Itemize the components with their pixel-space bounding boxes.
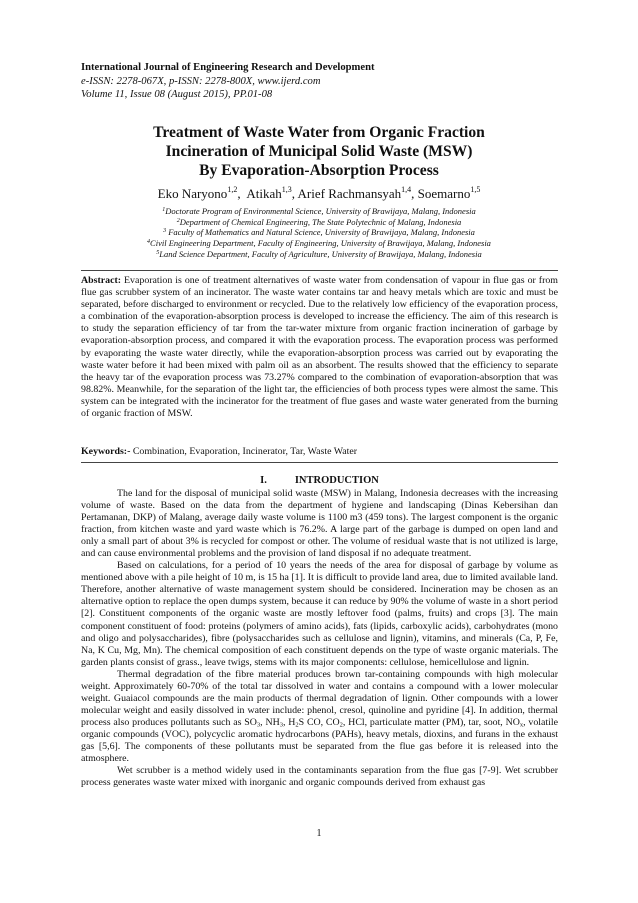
paragraph-segment: , HCl, particulate matter (PM), tar, soot, NO — [342, 716, 520, 728]
abstract-text: Evaporation is one of treatment alternatives of waste water from condensation of vapour in flue gas or from flue gas scrubber system of an incinerator. The waste water contains tar and heavy metals which are toxic and must be separated, before discharged to environment or recycled. Due to the relatively low efficiency of the evaporation process, a combination of the evaporation-absorption process is developed to increase the efficiency. The aim of this research is to study the separation efficiency of tar from the tar-water mixture from organic fraction incineration of garbage by evaporation-absorption process, and compared it with the evaporation process. The evaporation process was performed by evaporating the waste water directly, while the evaporation-absorption process was carried out by evaporating the waste water before it had been mixed with palm oil as an absorbent. The results showed that the efficiency to separate the heavy tar of the evaporation process was 73.27% compared to the combination of evaporation-absorption that was 98.82%. Meanwhile, for the separation of the light tar, the efficiencies of both process types were almost the same. This system can be integrated with the incinerator for the treatment of flue gases and waste water generated from the burning of organic fraction of MSW. — [81, 275, 558, 420]
affiliation-number: 2 — [176, 217, 180, 224]
author-affil-sup: 1,4 — [401, 185, 412, 194]
affiliation — [81, 249, 557, 260]
paragraph: The land for the disposal of municipal solid waste (MSW) in Malang, Indonesia decreases with the increasing volume of waste. Based on the data from the department of hygiene and landscaping (Dinas Kebersihan dan Pertamanan, DKP) of Malang, average daily waste volume is 1100 m3 (459 tons). The largest component is the organic fraction, from kitchen waste and yard waste which is 76.2%. A large part of the garbage is dumped on open land and only a small part of about 3% is recycled for compost or other. The volume of residual waste that is not utilized is large, and can cause environmental problems and the provision of land disposal if no adequate treatment. — [81, 488, 558, 560]
section-title: INTRODUCTION — [294, 475, 379, 486]
section-heading — [81, 474, 558, 487]
author-name: Soemarno — [417, 186, 471, 201]
affiliation-number: 1 — [162, 207, 166, 213]
author-affil-sup: 1,3 — [281, 185, 292, 194]
author-separator: , — [291, 186, 298, 201]
paragraph: Wet scrubber is a method widely used in the contaminants separation from the flue gas [7-9]. Wet scrubber process generates waste water mixed with inorganic and organic compounds derived from exhaust gas — [81, 765, 558, 789]
title-line: By Evaporation-Absorption Process — [199, 161, 439, 179]
subscript: x — [519, 721, 524, 729]
journal-header — [81, 61, 561, 102]
affiliation — [81, 227, 557, 238]
paragraph-segment: , H — [282, 716, 296, 728]
paragraph-segment: Thermal degradation of the fibre material produces brown tar-containing compounds with high molecular weight. Approximately 60-70% of the total tar dissolved in water and contains a compound with a lower molecular weight. Guaiacol compounds are the main products of thermal degradation of lignin. Other compounds with a lower molecular weight and easily dissolved in water include: phenol, cresol, quinoline and pyridine [4]. In addition, thermal process also produces pollutants such as SO — [81, 668, 558, 728]
affiliation — [81, 217, 557, 228]
author-name: Atikah — [246, 186, 282, 201]
keywords-text: Combination, Evaporation, Incinerator, Tar, Waste Water — [130, 446, 358, 457]
title-line: Treatment of Waste Water from Organic Fraction — [153, 124, 485, 141]
subscript: 2 — [295, 721, 299, 729]
affiliation — [81, 238, 557, 249]
author-separator: , — [411, 186, 418, 201]
affiliation-number: 5 — [156, 249, 160, 256]
abstract-label: Abstract: — [81, 275, 122, 286]
subscript: 3 — [256, 721, 261, 729]
affiliation-list — [81, 206, 557, 260]
affiliation-text: Faculty of Mathematics and Natural Science, University of Brawijaya, Malang, Indonesia — [166, 227, 475, 238]
author-separator: , — [237, 186, 247, 201]
affiliation-number: 4 — [147, 239, 151, 246]
keywords — [81, 446, 558, 458]
author-name: Eko Naryono — [157, 186, 228, 201]
affiliation-text: Land Science Department, Faculty of Agriculture, University of Brawijaya, Malang, Indonesia — [159, 248, 482, 259]
subscript: 2 — [339, 721, 343, 729]
author-affil-sup: 1,5 — [470, 185, 481, 194]
paragraph-segment: S CO, CO — [298, 716, 340, 728]
author-affil-sup: 1,2 — [227, 185, 238, 194]
paragraph: Based on calculations, for a period of 10 years the needs of the area for disposal of garbage by volume as mentioned above with a pile height of 10 m, is 15 ha [1]. It is difficult to provide land area, due to limited available land. Therefore, another alternative of waste management system should be considered. Incineration may be chosen as an alternative option to replace the open dumps system, because it can reduce by 90% the volume of waste in a short period [2]. Constituent components of the organic waste are mostly leftover food (palms, fruits) and crops [3]. The main component constituent of food: proteins (polymers of amino acids), fats (lipids, carboxylic acids), carbohydrates (mono and oligo and polysaccharides), fibre (polysaccharides such as cellulose and lignin), vitamins, and minerals (Ca, P, Fe, Na, K Cu, Mg, Mn). The chemical composition of each constituent depends on the type of waste organic materials. The garden plants consist of grass., leave twigs, stems with its major components: cellulose, hemicellulose and lignin. — [81, 560, 558, 668]
journal-volume: Volume 11, Issue 08 (August 2015), PP.01-08 — [81, 89, 273, 100]
title-line: Incineration of Municipal Solid Waste (MSW) — [165, 142, 473, 160]
affiliation-text: Civil Engineering Department, Faculty of Engineering, University of Brawijaya, Malang, Indonesia — [150, 238, 491, 249]
author-list — [81, 186, 557, 202]
page-number: 1 — [316, 828, 322, 839]
body-text — [81, 488, 558, 789]
affiliation-number: 3 — [163, 228, 167, 235]
section-number: I. — [260, 475, 267, 486]
paragraph-segment: , NH — [260, 716, 280, 728]
journal-issn: e-ISSN: 2278-067X, p-ISSN: 2278-800X, www.ijerd.com — [81, 75, 321, 87]
journal-name: International Journal of Engineering Research and Development — [81, 62, 375, 73]
affiliation-text: Doctorate Program of Environmental Science, University of Brawijaya, Malang, Indonesia — [165, 206, 476, 216]
paragraph-segment: , volatile organic compounds (VOC), polycyclic aromatic hydrocarbons (PAHs), heavy metals, dioxins, and furans in the exhaust gas [5,6]. The components of these pollutants must be separated from the flue gas before it is released into the atmosphere. — [81, 716, 559, 765]
paragraph — [81, 669, 558, 765]
keywords-label: Keywords:- — [81, 446, 131, 457]
divider-bottom — [81, 462, 558, 463]
affiliation-text: Department of Chemical Engineering, The State Polytechnic of Malang, Indonesia — [179, 216, 462, 227]
subscript: 3 — [279, 721, 283, 729]
affiliation — [81, 206, 557, 217]
divider-top — [81, 270, 558, 271]
paper-title — [81, 124, 557, 180]
author-name: Arief Rachmansyah — [297, 186, 402, 201]
abstract — [81, 275, 558, 420]
